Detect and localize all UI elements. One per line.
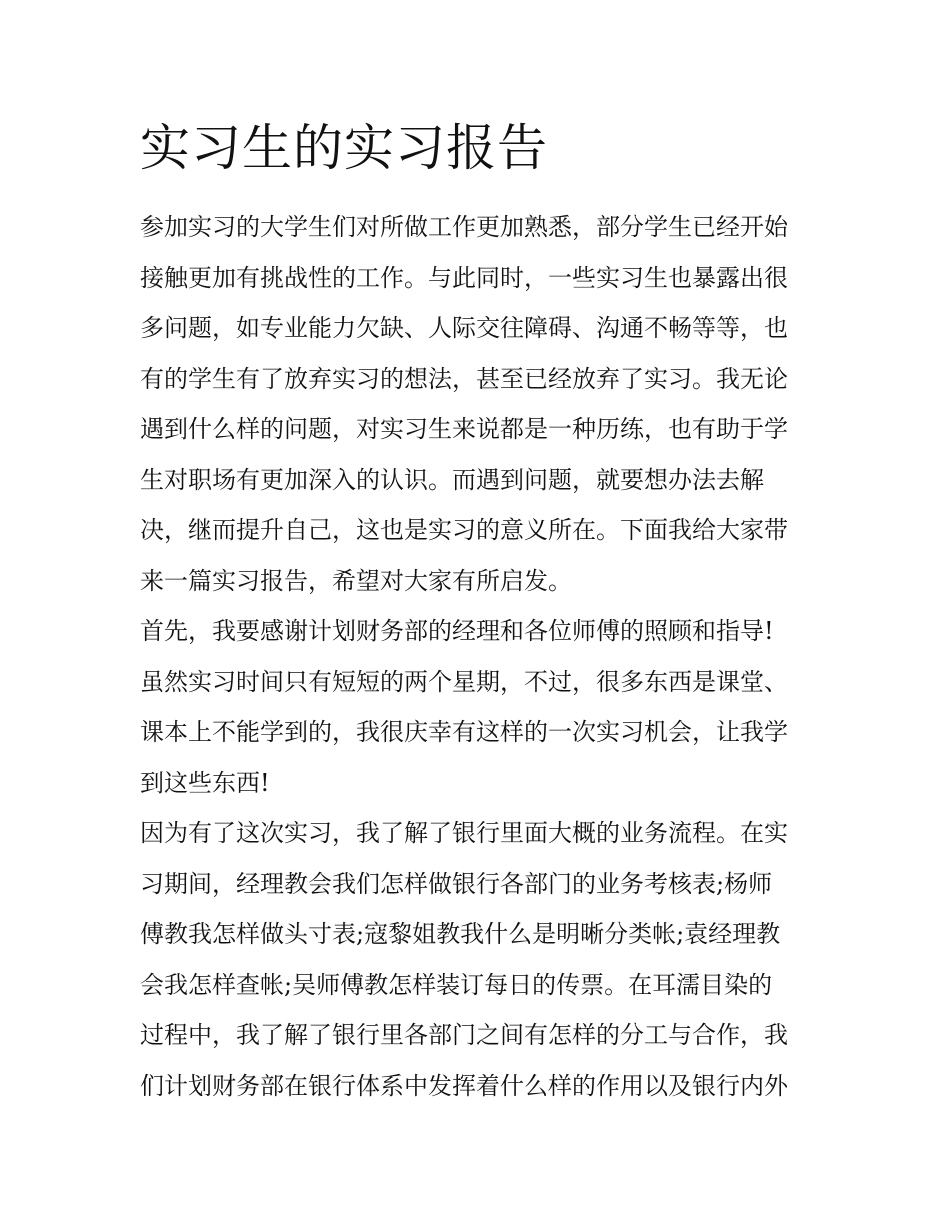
text-line: 习期间，经理教会我们怎样做银行各部门的业务考核表;杨师 [140, 869, 773, 898]
text-line: 虽然实习时间只有短短的两个星期，不过，很多东西是课堂、 [140, 667, 788, 696]
text-line: 因为有了这次实习，我了解了银行里面大概的业务流程。在实 [140, 819, 788, 847]
text-line: 课本上不能学到的，我很庆幸有这样的一次实习机会，让我学 [140, 718, 788, 746]
document-title: 实习生的实习报告 [140, 119, 548, 177]
text-line: 生对职场有更加深入的认识。而遇到问题，就要想办法去解 [140, 465, 764, 494]
document-content [140, 112, 820, 1111]
text-line: 傅教我怎样做头寸表;寇黎姐教我什么是明晰分类帐;袁经理教 [140, 920, 781, 948]
text-line: 遇到什么样的问题，对实习生来说都是一种历练，也有助于学 [140, 415, 788, 443]
text-line: 们计划财务部在银行体系中发挥着什么样的作用以及银行内外 [140, 1071, 788, 1100]
text-line: 首先，我要感谢计划财务部的经理和各位师傅的照顾和指导! [140, 617, 774, 645]
document-body [140, 202, 820, 1111]
text-line: 会我怎样查帐;吴师傅教怎样装订每日的传票。在耳濡目染的 [140, 970, 773, 999]
text-line: 参加实习的大学生们对所做工作更加熟悉，部分学生已经开始 [140, 213, 788, 241]
text-line: 过程中，我了解了银行里各部门之间有怎样的分工与合作，我 [140, 1021, 788, 1049]
text-line: 决，继而提升自己，这也是实习的意义所在。下面我给大家带 [140, 516, 788, 544]
text-line: 来一篇实习报告，希望对大家有所启发。 [140, 566, 572, 595]
text-line: 有的学生有了放弃实习的想法，甚至已经放弃了实习。我无论 [140, 364, 788, 393]
text-line: 到这些东西! [140, 768, 270, 797]
text-line: 接触更加有挑战性的工作。与此同时，一些实习生也暴露出很 [140, 263, 788, 292]
text-line: 多问题，如专业能力欠缺、人际交往障碍、沟通不畅等等，也 [140, 314, 788, 342]
